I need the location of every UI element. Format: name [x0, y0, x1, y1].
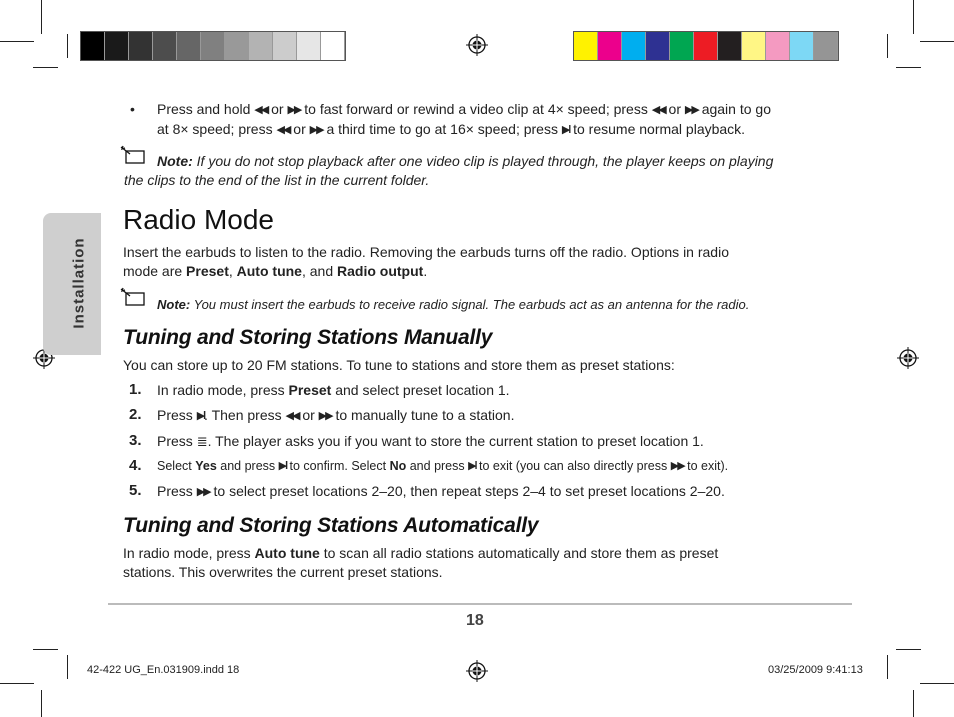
step-number: 4.	[129, 457, 142, 474]
crop-mark	[887, 655, 888, 679]
crop-mark	[920, 41, 954, 42]
color-swatch	[81, 32, 105, 60]
rewind-icon: ◀◀	[254, 104, 268, 116]
footer-rule	[108, 603, 852, 605]
slug-left: 42-422 UG_En.031909.indd 18	[87, 664, 240, 676]
text-run: mode are	[123, 263, 183, 279]
play-pause-icon: ▶ll	[561, 124, 570, 136]
color-swatch	[273, 32, 297, 60]
rewind-icon: ◀◀	[651, 104, 665, 116]
text-run: or	[668, 101, 681, 117]
text-run: Press	[157, 407, 193, 423]
text-run: to scan all radio stations automatically and store them as preset	[323, 545, 719, 561]
text-run: . The player asks you if you want to store the current station to preset location 1.	[207, 433, 704, 449]
rewind-icon: ◀◀	[276, 124, 290, 136]
bullet-line-1	[157, 100, 847, 120]
crop-mark	[33, 649, 58, 650]
bullet-icon: •	[130, 101, 135, 117]
text-run: to confirm. Select	[289, 459, 387, 473]
text-run: In radio mode, press	[157, 382, 285, 398]
play-pause-icon: ▶ll	[468, 460, 476, 472]
fast-forward-icon: ▶▶	[684, 104, 698, 116]
manual-intro: You can store up to 20 FM stations. To tune to stations and store them as preset stations:	[123, 357, 675, 373]
color-swatch	[297, 32, 321, 60]
text-run: In radio mode, press	[123, 545, 251, 561]
color-swatch	[790, 32, 814, 60]
crop-mark	[920, 683, 954, 684]
color-swatch	[646, 32, 670, 60]
crop-mark	[896, 67, 921, 68]
page-number: 18	[466, 612, 484, 629]
text-run: and press	[220, 459, 276, 473]
text-run: Press	[157, 483, 193, 499]
text-run: the clips to the end of the list in the current folder.	[124, 172, 430, 188]
step-text	[157, 432, 704, 451]
text-run: to exit (you can also directly press	[478, 459, 668, 473]
text-run: Select	[157, 459, 192, 473]
section-heading-auto: Tuning and Storing Stations Automatically	[123, 514, 539, 537]
section-tab-label: Installation	[70, 237, 88, 329]
bullet-paragraph	[157, 100, 847, 140]
color-swatch	[153, 32, 177, 60]
note-paragraph	[124, 152, 854, 190]
registration-mark-icon	[897, 347, 919, 369]
text-run: .	[423, 263, 428, 279]
play-pause-icon: ▶ll	[196, 410, 205, 422]
color-swatch	[225, 32, 249, 60]
text-run: . Then press	[204, 407, 282, 423]
fast-forward-icon: ▶▶	[196, 486, 210, 498]
color-swatch	[598, 32, 622, 60]
color-swatch	[670, 32, 694, 60]
bullet-line-2	[157, 120, 847, 140]
text-run: to fast forward or rewind a video clip at 4× speed; press	[304, 101, 648, 117]
step-number: 3.	[129, 432, 142, 449]
section-heading-manual: Tuning and Storing Stations Manually	[123, 326, 493, 349]
text-run: and select preset location 1.	[335, 382, 510, 398]
intro-line-1	[123, 243, 843, 262]
text-run: You must insert the earbuds to receive radio signal. The earbuds act as an antenna for the radio.	[193, 297, 750, 312]
step-text	[157, 482, 725, 502]
step-text	[157, 381, 510, 400]
color-swatch	[766, 32, 790, 60]
auto-line-1	[123, 544, 718, 563]
text-run: Press	[157, 433, 193, 449]
text-run: at 8× speed; press	[157, 121, 273, 137]
text-run: a third time to go at 16× speed; press	[326, 121, 558, 137]
text-run: and press	[409, 459, 465, 473]
color-swatch	[742, 32, 766, 60]
fast-forward-icon: ▶▶	[670, 460, 684, 472]
note-icon	[120, 287, 146, 307]
note-line-1	[124, 152, 854, 171]
intro-paragraph	[123, 243, 843, 281]
crop-mark	[913, 690, 914, 717]
text-run: If you do not stop playback after one video clip is played through, the player keeps on playing	[196, 153, 774, 169]
text-run: No	[389, 459, 407, 473]
crop-mark	[896, 649, 921, 650]
note-label: Note:	[157, 153, 193, 169]
auto-line-2	[123, 563, 718, 582]
text-run: Press and hold	[157, 101, 251, 117]
auto-paragraph	[123, 544, 718, 582]
color-swatch	[574, 32, 598, 60]
text-run: Preset	[288, 382, 332, 398]
play-pause-icon: ▶ll	[278, 460, 287, 472]
text-run: to manually tune to a station.	[335, 407, 515, 423]
color-swatch	[694, 32, 718, 60]
note-paragraph	[157, 295, 749, 314]
crop-mark	[887, 34, 888, 58]
registration-mark-icon	[466, 34, 488, 56]
text-run: to select preset locations 2–20, then repeat steps 2–4 to set preset locations 2–20.	[213, 483, 725, 499]
note-line-2	[124, 171, 854, 190]
step-text	[157, 457, 728, 476]
color-swatch	[321, 32, 345, 60]
color-swatch	[201, 32, 225, 60]
text-run: or	[271, 101, 284, 117]
page-title: Radio Mode	[123, 204, 274, 235]
slug-right: 03/25/2009 9:41:13	[768, 664, 863, 676]
color-swatch	[249, 32, 273, 60]
text-run: or	[293, 121, 306, 137]
text-run: ,	[228, 263, 233, 279]
step-text	[157, 406, 514, 426]
fast-forward-icon: ▶▶	[318, 410, 332, 422]
text-run: to resume normal playback.	[573, 121, 746, 137]
color-swatch	[622, 32, 646, 60]
crop-mark	[67, 655, 68, 679]
rewind-icon: ◀◀	[285, 410, 299, 422]
text-run: Insert the earbuds to listen to the radio. Removing the earbuds turns off the radio. Options in radio	[123, 244, 729, 260]
step-number: 5.	[129, 482, 142, 499]
text-run: or	[302, 407, 315, 423]
text-run: again to go	[701, 101, 771, 117]
crop-mark	[0, 683, 34, 684]
intro-line-2	[123, 262, 843, 281]
option-auto-tune: Auto tune	[236, 263, 302, 279]
crop-mark	[913, 0, 914, 34]
color-swatch	[718, 32, 742, 60]
crop-mark	[41, 690, 42, 717]
color-swatch-bar	[573, 31, 839, 61]
registration-mark-icon	[466, 660, 488, 682]
crop-mark	[67, 34, 68, 58]
text-run: to exit).	[687, 459, 729, 473]
option-preset: Preset	[186, 263, 229, 279]
text-run: , and	[301, 263, 334, 279]
text-run: Yes	[195, 459, 217, 473]
fast-forward-icon: ▶▶	[287, 104, 301, 116]
step-number: 2.	[129, 406, 142, 423]
color-swatch	[814, 32, 838, 60]
option-radio-output: Radio output	[337, 263, 424, 279]
color-swatch	[177, 32, 201, 60]
note-label: Note:	[157, 297, 191, 312]
fast-forward-icon: ▶▶	[309, 124, 323, 136]
text-run: Auto tune	[254, 545, 320, 561]
step-number: 1.	[129, 381, 142, 398]
crop-mark	[0, 41, 34, 42]
grayscale-swatch-bar	[80, 31, 346, 61]
crop-mark	[33, 67, 58, 68]
crop-mark	[41, 0, 42, 34]
text-run: stations. This overwrites the current preset stations.	[123, 564, 443, 580]
menu-icon: ≣	[196, 434, 208, 449]
color-swatch	[129, 32, 153, 60]
color-swatch	[105, 32, 129, 60]
